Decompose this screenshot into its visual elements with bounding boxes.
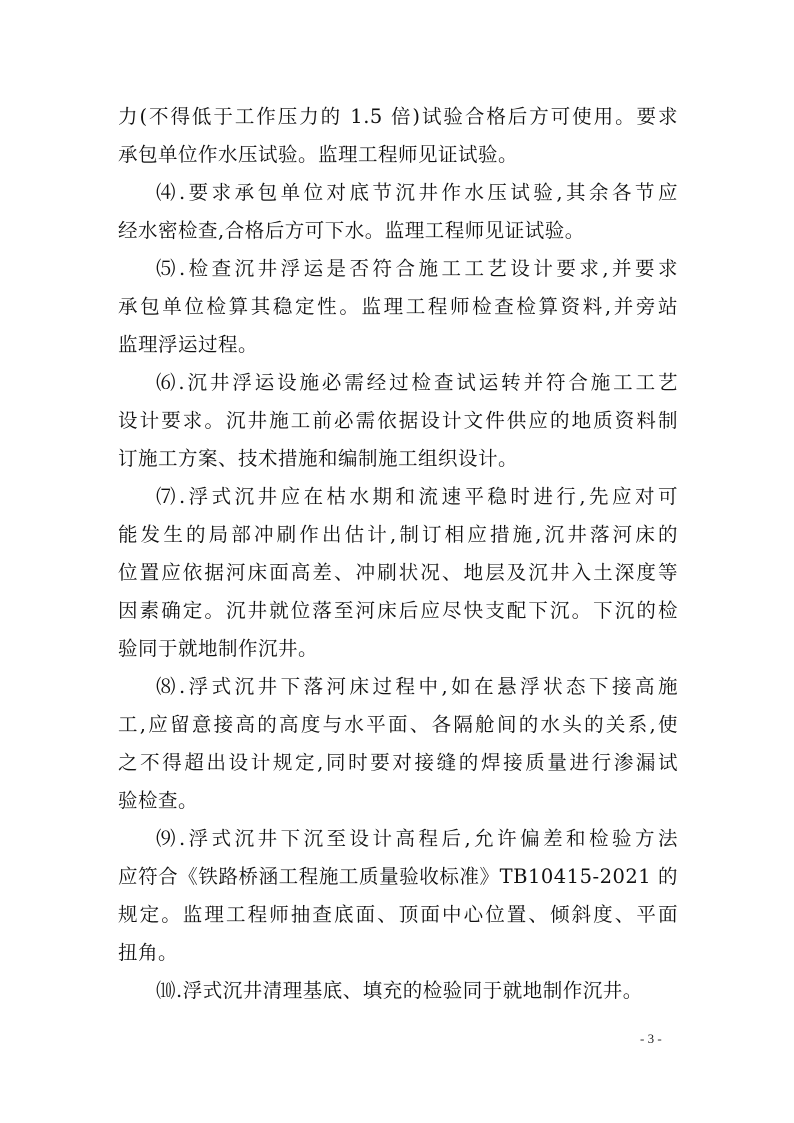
- paragraph-item-8: [118, 668, 678, 820]
- paragraph-item-10: [118, 972, 678, 1010]
- paragraph-item-5: [118, 250, 678, 364]
- page-number: - 3 -: [640, 1031, 662, 1046]
- text-line: 验同于就地制作沉井。: [118, 637, 319, 660]
- text-line: 应符合《铁路桥涵工程施工质量验收标准》TB10415-2021 的: [118, 865, 678, 888]
- text-line: ⑹.沉井浮运设施必需经过检查试运转并符合施工工艺: [156, 371, 678, 394]
- text-line: 经水密检查,合格后方可下水。监理工程师见证试验。: [118, 219, 585, 242]
- text-line: ⑽.浮式沉井清理基底、填充的检验同于就地制作沉井。: [156, 979, 643, 1002]
- page-footer: [640, 1030, 662, 1048]
- text-line: 力(不得低于工作压力的 1.5 倍)试验合格后方可使用。要求: [118, 105, 678, 128]
- text-line: 扭角。: [118, 941, 179, 964]
- text-line: ⑻.浮式沉井下落河床过程中,如在悬浮状态下接高施: [156, 675, 678, 698]
- text-line: 验检查。: [118, 789, 199, 812]
- text-line: ⑺.浮式沉井应在枯水期和流速平稳时进行,先应对可: [156, 485, 678, 508]
- text-line: 订施工方案、技术措施和编制施工组织设计。: [118, 447, 519, 470]
- paragraph-continuation: [118, 98, 678, 174]
- text-line: ⑼.浮式沉井下沉至设计高程后,允许偏差和检验方法: [156, 827, 678, 850]
- text-line: ⑷.要求承包单位对底节沉井作水压试验,其余各节应: [156, 181, 678, 204]
- text-line: 位置应依据河床面高差、冲刷状况、地层及沉井入土深度等: [118, 561, 678, 584]
- paragraph-item-4: [118, 174, 678, 250]
- text-line: 规定。监理工程师抽查底面、顶面中心位置、倾斜度、平面: [118, 903, 678, 926]
- text-line: 之不得超出设计规定,同时要对接缝的焊接质量进行渗漏试: [118, 751, 678, 774]
- text-line: 承包单位作水压试验。监理工程师见证试验。: [118, 143, 519, 166]
- paragraph-item-9: [118, 820, 678, 972]
- paragraph-item-7: [118, 478, 678, 668]
- text-line: 设计要求。沉井施工前必需依据设计文件供应的地质资料制: [118, 409, 678, 432]
- text-line: 能发生的局部冲刷作出估计,制订相应措施,沉井落河床的: [118, 523, 678, 546]
- text-line: 承包单位检算其稳定性。监理工程师检查检算资料,并旁站: [118, 295, 678, 318]
- paragraph-item-6: [118, 364, 678, 478]
- text-line: 因素确定。沉井就位落至河床后应尽快支配下沉。下沉的检: [118, 599, 678, 622]
- text-line: 监理浮运过程。: [118, 333, 259, 356]
- text-line: ⑸.检查沉井浮运是否符合施工工艺设计要求,并要求: [156, 257, 678, 280]
- body-text: [118, 98, 678, 1010]
- text-line: 工,应留意接高的高度与水平面、各隔舱间的水头的关系,使: [118, 713, 678, 736]
